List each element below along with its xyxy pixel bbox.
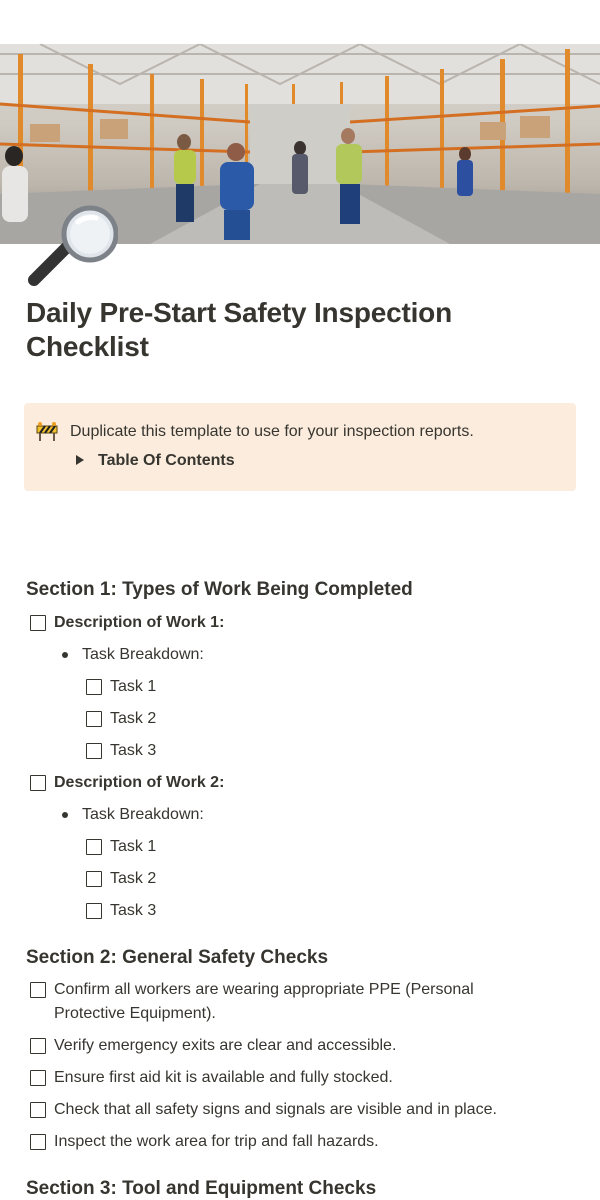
checkbox[interactable] <box>86 903 102 919</box>
checkbox[interactable] <box>30 1070 46 1086</box>
checkbox[interactable] <box>86 743 102 759</box>
bullet-icon <box>62 812 68 818</box>
safety-check-text: Ensure first aid kit is available and fully stocked. <box>54 1069 393 1086</box>
task-label: Task 1 <box>110 678 157 695</box>
safety-check-text: Check that all safety signs and signals are visible and in place. <box>54 1101 497 1118</box>
checkbox[interactable] <box>86 871 102 887</box>
list-item <box>62 803 562 827</box>
list-item <box>30 1130 570 1154</box>
callout-text: Duplicate this template to use for your inspection reports. <box>70 423 474 440</box>
toggle-arrow-icon[interactable] <box>76 455 84 465</box>
list-item <box>62 643 562 667</box>
callout <box>24 403 576 491</box>
bullet-icon <box>62 652 68 658</box>
safety-check-text: Confirm all workers are wearing appropriate PPE (Personal Protective Equipment). <box>54 981 474 1022</box>
checkbox[interactable] <box>30 1102 46 1118</box>
task-label: Task 3 <box>110 742 157 759</box>
checkbox[interactable] <box>30 775 46 791</box>
safety-check-text: Verify emergency exits are clear and accessible. <box>54 1037 397 1054</box>
checkbox[interactable] <box>30 982 46 998</box>
safety-check-text: Inspect the work area for trip and fall hazards. <box>54 1133 379 1150</box>
list-item <box>86 707 566 731</box>
checkbox[interactable] <box>30 615 46 631</box>
list-item <box>86 835 566 859</box>
list-item <box>86 739 566 763</box>
toggle-label[interactable]: Table Of Contents <box>98 452 235 469</box>
checkbox[interactable] <box>86 679 102 695</box>
section-1-heading: Section 1: Types of Work Being Completed <box>26 579 413 600</box>
construction-barrier-icon <box>36 421 58 443</box>
task-label: Task 2 <box>110 710 157 727</box>
list-item <box>86 867 566 891</box>
checkbox[interactable] <box>30 1134 46 1150</box>
list-item <box>30 1034 570 1058</box>
section-2-heading: Section 2: General Safety Checks <box>26 947 329 968</box>
list-item <box>86 675 566 699</box>
task-label: Task 3 <box>110 902 157 919</box>
checkbox[interactable] <box>30 1038 46 1054</box>
list-item <box>30 771 570 795</box>
section-3-heading: Section 3: Tool and Equipment Checks <box>26 1178 377 1199</box>
list-item <box>30 1098 570 1122</box>
list-item <box>30 611 570 635</box>
task-breakdown-label: Task Breakdown: <box>82 806 204 823</box>
checkbox[interactable] <box>86 711 102 727</box>
task-breakdown-label: Task Breakdown: <box>82 646 204 663</box>
list-item <box>86 899 566 923</box>
work-description-label: Description of Work 1: <box>54 614 225 631</box>
magnifying-glass-icon[interactable] <box>22 196 118 292</box>
checkbox[interactable] <box>86 839 102 855</box>
task-label: Task 2 <box>110 870 157 887</box>
page-title[interactable]: Daily Pre-Start Safety Inspection Checklist <box>26 297 452 362</box>
list-item <box>30 1066 570 1090</box>
list-item <box>30 978 570 1028</box>
work-description-label: Description of Work 2: <box>54 774 225 791</box>
task-label: Task 1 <box>110 838 157 855</box>
